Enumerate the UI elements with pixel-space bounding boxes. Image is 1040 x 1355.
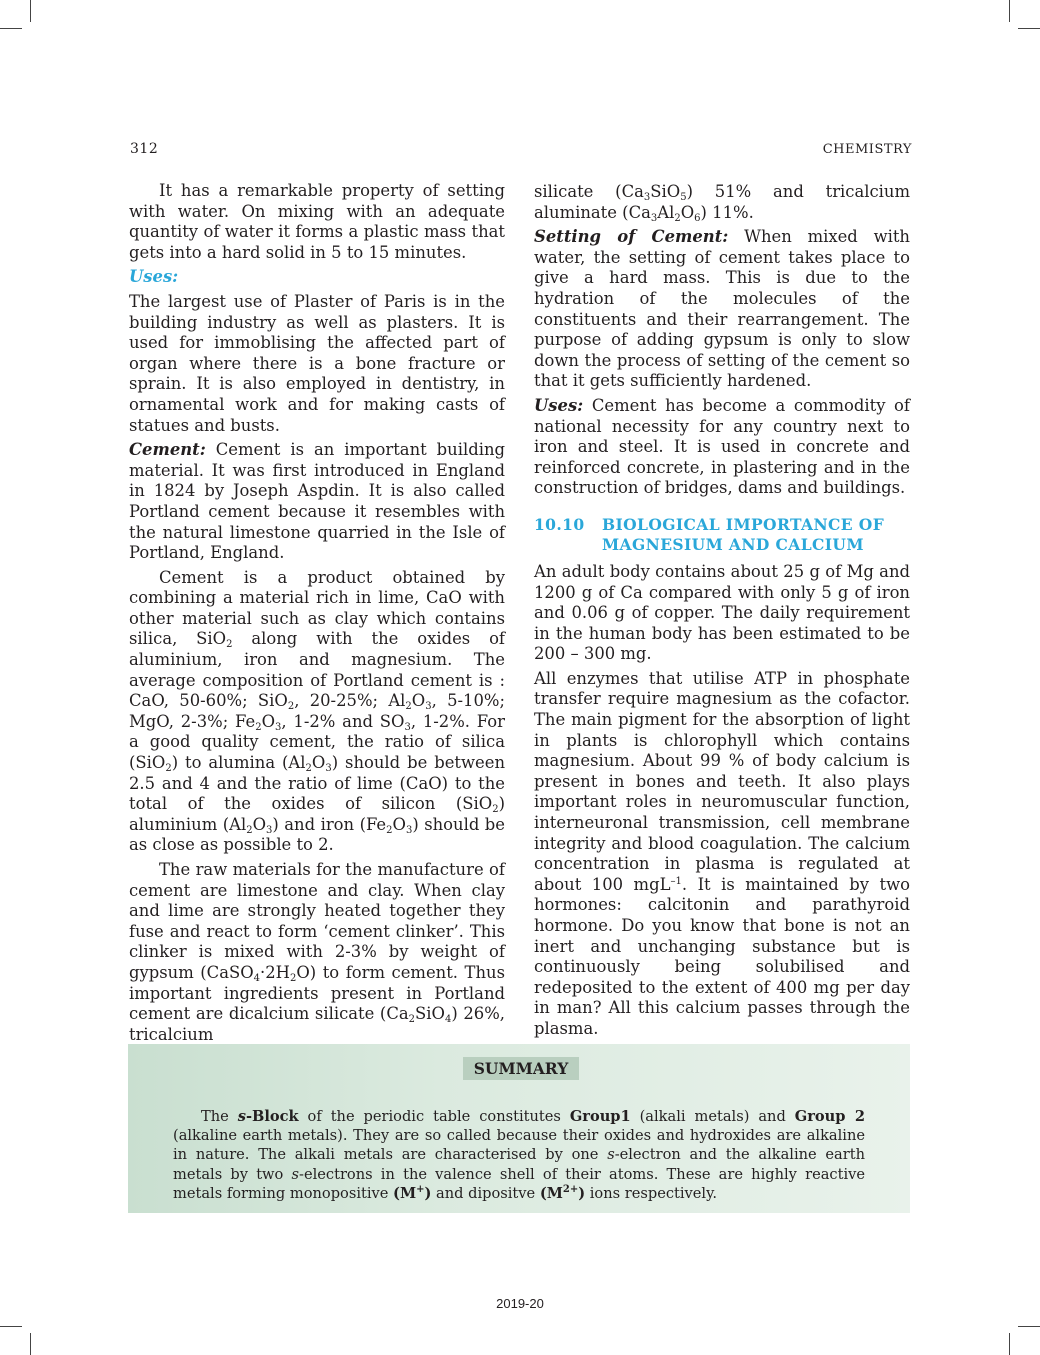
text: All enzymes that utilise ATP in phosphate transfer require magnesium as the cofactor. The main pigment for the absorption of light in plants is chlorophyll which contains magnesium. About 99 % of body calcium is present in bones and teeth. It also plays important roles in neuromuscular function, interneuronal transmission, cell membrane integrity and blood coagulation. The calcium concentration in plasma is regulated at about 100 mgL [534, 668, 910, 894]
summary-title: SUMMARY [463, 1057, 579, 1080]
text: Cement is a product obtained by combining a material rich in lime, CaO with other material such as clay which contains silica, SiO [129, 567, 505, 649]
right-column [534, 182, 910, 1044]
text: ) [424, 1184, 432, 1202]
subscript: 3 [325, 763, 332, 775]
text: The [201, 1108, 238, 1125]
subscript: 6 [694, 212, 701, 224]
cement-label: Cement: [129, 440, 206, 460]
text: , 20-25%; Al [294, 691, 406, 711]
text: O [311, 753, 326, 773]
subscript: 2 [287, 701, 295, 713]
subscript: 3 [404, 721, 411, 733]
subscript: 3 [405, 824, 413, 836]
subscript: 2 [289, 972, 297, 984]
subscript: 4 [253, 972, 261, 984]
crop-mark [1009, 0, 1010, 22]
text: -Block [245, 1108, 299, 1125]
text: SiO [415, 1004, 445, 1024]
subscript: 5 [680, 192, 687, 203]
text: O [252, 814, 267, 834]
paragraph [534, 396, 910, 499]
subscript: 3 [650, 212, 658, 224]
text: , 1-2%. For a good quality cement, the ratio of silica (SiO [129, 711, 505, 773]
text: (M [539, 1184, 563, 1202]
text: O [392, 814, 406, 834]
subscript: 2 [226, 639, 233, 651]
text: , 5-10%; MgO, 2-3%; Fe [129, 691, 506, 731]
text: ) [578, 1184, 586, 1202]
left-column [129, 181, 505, 1049]
text: Cement has become a commodity of national necessity for any country next to iron and steel. It is used in concrete and reinforced concrete, in plastering and in the construction of bridges, dams and buildings. [534, 395, 910, 498]
subscript: 2 [674, 212, 681, 224]
text: , 1-2% and SO [281, 711, 405, 731]
subscript: 4 [444, 1014, 452, 1026]
superscript: + [416, 1183, 425, 1195]
text: . It is maintained by two hormones: calcitonin and parathyroid hormone. Do you know that bone is not an inert and unchanging substance but is continuously being solubilised and redeposited to the extent of 400 mg per day in man? All this calcium passes through the plasma. [534, 874, 910, 1038]
subscript: 3 [266, 824, 273, 836]
subscript: 2 [405, 701, 412, 713]
crop-mark [1009, 1333, 1010, 1355]
paragraph: The largest use of Plaster of Paris is in the building industry as well as plasters. It is used for immoblising the affected part of organ where there is a bone fracture or sprain. It is also employed in dentistry, in ornamental work and for making casts of statues and busts. [129, 291, 505, 435]
text: ·2H [260, 962, 290, 982]
page-number: 312 [130, 141, 159, 157]
running-head: CHEMISTRY [822, 142, 912, 157]
uses-label: Uses: [534, 395, 584, 415]
subscript: 2 [492, 804, 499, 816]
text: O [680, 202, 695, 222]
section-heading [534, 515, 910, 556]
text: ions respectively. [585, 1184, 718, 1202]
crop-mark [0, 1326, 22, 1327]
paragraph [129, 440, 505, 564]
crop-mark [1018, 1326, 1040, 1327]
summary-text [173, 1107, 865, 1203]
text: -electrons in the valence shell of their atoms. These are highly reactive metals forming monopositive [173, 1165, 865, 1202]
text: Group1 [569, 1108, 631, 1125]
paragraph: It has a remarkable property of setting with water. On mixing with an adequate quantity of water it forms a plastic mass that gets into a hard solid in 5 to 15 minutes. [129, 181, 505, 262]
text: ) should be as close as possible to 2. [129, 814, 506, 855]
superscript: 2+ [562, 1183, 579, 1195]
text: ) should be between 2.5 and 4 and the ratio of lime (CaO) to the total of the oxides of silicon (SiO [129, 753, 505, 814]
crop-mark [1018, 28, 1040, 29]
text: ) aluminium (Al [129, 794, 505, 834]
text: ) 26%, tricalcium [129, 1004, 505, 1044]
text: The raw materials for the manufacture of cement are limestone and clay. When clay and lime are strongly heated together they fuse and react to form ‘cement clinker’. This clinker is mixed with 2-3% by weight of gypsum (CaSO [129, 860, 505, 982]
section-number: 10.10 [534, 514, 585, 534]
text: ) to alumina (Al [171, 753, 306, 773]
subscript: 3 [425, 701, 432, 713]
paragraph [534, 669, 910, 1040]
subscript: 2 [246, 824, 253, 836]
subscript: 2 [165, 763, 172, 775]
subscript: 2 [386, 824, 393, 836]
text: ) 11%. [700, 202, 754, 222]
subscript: 2 [305, 763, 312, 775]
text: (M [393, 1184, 417, 1202]
paragraph [129, 568, 505, 856]
subscript: 3 [275, 721, 282, 733]
section-title: BIOLOGICAL IMPORTANCE OF MAGNESIUM AND CALCIUM [602, 514, 885, 555]
subscript: 2 [408, 1014, 416, 1026]
paragraph: An adult body contains about 25 g of Mg and 1200 g of Ca compared with only 5 g of iron and 0.06 g of copper. The daily requirement in the human body has been estimated to be 200 – 300 mg. [534, 561, 910, 664]
text: silicate (Ca [534, 182, 644, 201]
text: (alkali metals) and [630, 1108, 795, 1125]
text: SiO [650, 182, 681, 201]
paragraph [534, 182, 910, 223]
text: ) 51% and tricalcium aluminate (Ca [534, 182, 910, 222]
text: When mixed with water, the setting of cement takes place to give a hard mass. This is due to the hydration of the molecules of the constituents and their rearrangement. The purpose of adding gypsum is only to slow down the process of setting of the cement so that it gets sufficiently hardened. [534, 227, 910, 391]
text: and dipositve [431, 1184, 540, 1202]
uses-heading: Uses: [129, 267, 179, 287]
text: along with the oxides of aluminium, iron and magnesium. The average composition of Portland cement is : CaO, 50-60%; SiO [129, 629, 506, 711]
text: s [237, 1108, 246, 1125]
text: Cement is an important building material. It was first introduced in England in 1824 by Joseph Aspdin. It is also called Portland cement because it resembles with the natural limestone quarried in the Isle of Portland, England. [129, 440, 505, 563]
paragraph [534, 227, 910, 392]
text: Group 2 [794, 1108, 865, 1125]
subscript: 3 [643, 192, 651, 203]
text: O) to form cement. Thus important ingredients present in Portland cement are dicalcium silicate (Ca [129, 962, 506, 1024]
superscript: –1 [670, 875, 682, 887]
text: s [607, 1146, 615, 1164]
text: O [411, 691, 426, 711]
text: Al [657, 202, 675, 222]
crop-mark [30, 0, 31, 22]
text: -electron and the alkaline earth metals by two [173, 1146, 865, 1183]
subscript: 2 [255, 721, 262, 733]
text: ) and iron (Fe [272, 814, 387, 834]
crop-mark [0, 28, 22, 29]
paragraph [129, 860, 505, 1045]
text: of the periodic table constitutes [298, 1108, 570, 1125]
setting-of-cement-label: Setting of Cement: [534, 227, 729, 247]
text: (alkaline earth metals). They are so called because their oxides and hydroxides are alkaline in nature. The alkali metals are characterised by one [173, 1127, 865, 1164]
footer-year: 2019-20 [496, 1296, 544, 1311]
text: O [261, 711, 276, 731]
crop-mark [30, 1333, 31, 1355]
text: s [291, 1165, 300, 1183]
